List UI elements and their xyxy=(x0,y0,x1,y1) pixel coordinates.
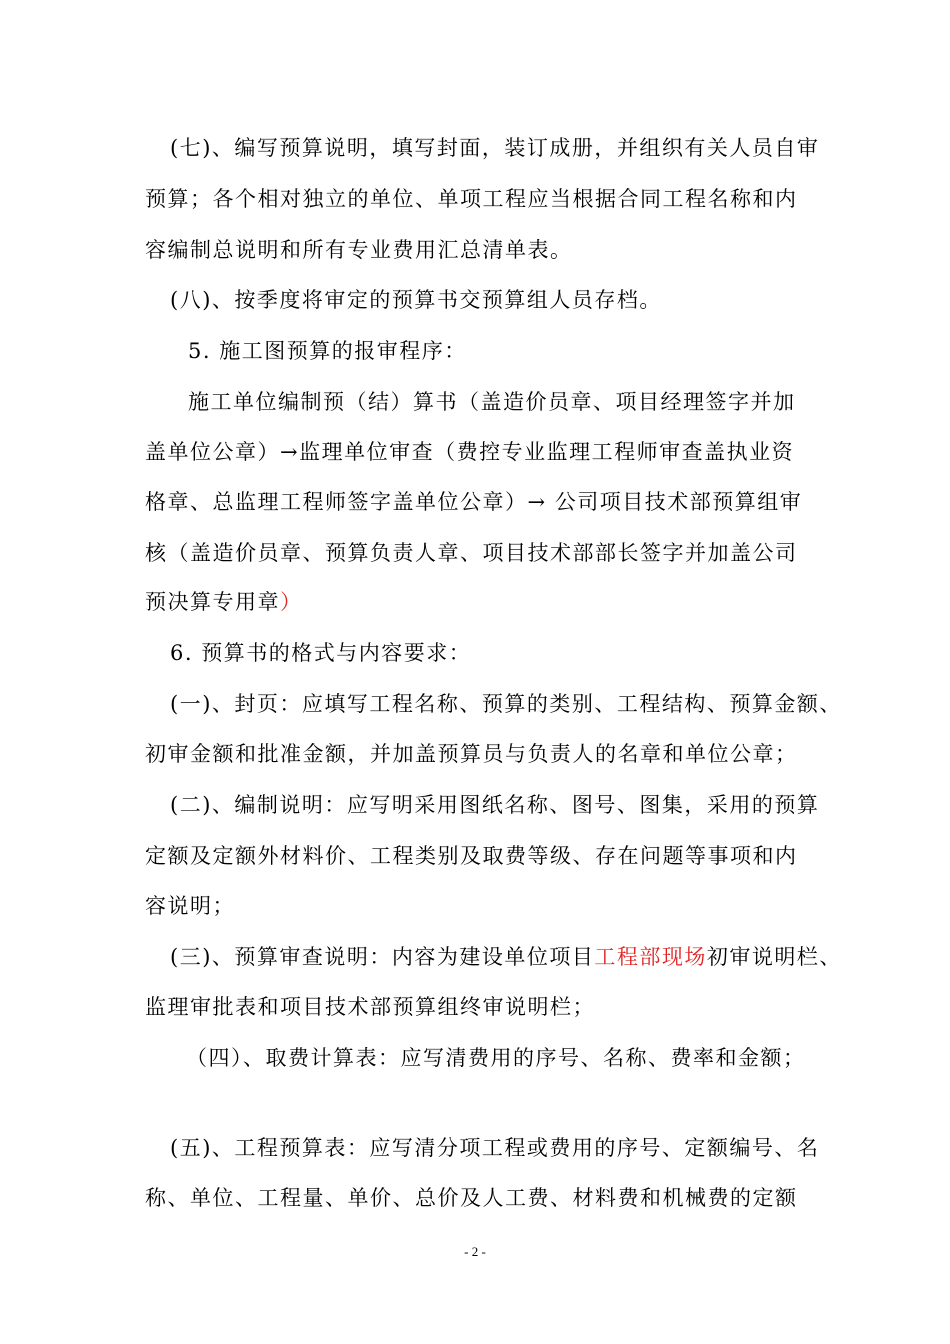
paragraph-7-line-2: 预算；各个相对独立的单位、单项工程应当根据合同工程名称和内 xyxy=(145,187,798,211)
procedure-line-5-text: 预决算专用章 xyxy=(145,590,280,614)
item-1-line-1: (一)、封页：应填写工程名称、预算的类别、工程结构、预算金额、 xyxy=(170,692,842,716)
section-heading-5: 5. 施工图预算的报审程序： xyxy=(188,339,467,363)
page-number: - 2 - xyxy=(464,1244,486,1259)
item-1-line-2: 初审金额和批准金额，并加盖预算员与负责人的名章和单位公章； xyxy=(145,742,798,766)
item-5-line-2: 称、单位、工程量、单价、总价及人工费、材料费和机械费的定额 xyxy=(145,1186,798,1210)
paragraph-8: (八)、按季度将审定的预算书交预算组人员存档。 xyxy=(170,288,662,312)
procedure-line-1: 施工单位编制预（结）算书（盖造价员章、项目经理签字并加 xyxy=(188,390,796,414)
item-2-line-1: (二)、编制说明：应写明采用图纸名称、图号、图集，采用的预算 xyxy=(170,793,820,817)
item-3-text-a: (三)、预算审查说明：内容为建设单位项目 xyxy=(170,945,595,969)
item-5-line-1: (五)、工程预算表：应写清分项工程或费用的序号、定额编号、名 xyxy=(170,1136,820,1160)
paragraph-7-line-3: 容编制总说明和所有专业费用汇总清单表。 xyxy=(145,238,573,262)
item-2-line-2: 定额及定额外材料价、工程类别及取费等级、存在问题等事项和内 xyxy=(145,844,798,868)
procedure-line-2: 盖单位公章）→监理单位审查（费控专业监理工程师审查盖执业资 xyxy=(145,440,795,464)
procedure-line-3: 格章、总监理工程师签字盖单位公章）→ 公司项目技术部预算组审 xyxy=(145,490,803,514)
item-2-line-3: 容说明； xyxy=(145,894,235,918)
procedure-line-4: 核（盖造价员章、预算负责人章、项目技术部部长签字并加盖公司 xyxy=(145,541,798,565)
paragraph-7-line-1: (七)、编写预算说明，填写封面，装订成册，并组织有关人员自审 xyxy=(170,136,820,160)
item-3-line-2: 监理审批表和项目技术部预算组终审说明栏； xyxy=(145,995,595,1019)
procedure-line-5 xyxy=(145,587,950,617)
item-3-text-c: 初审说明栏、 xyxy=(706,945,842,969)
procedure-closing-paren: ） xyxy=(280,590,303,614)
item-4: （四）、取费计算表：应写清费用的序号、名称、费率和金额； xyxy=(186,1046,806,1070)
item-3-highlight: 工程部现场 xyxy=(594,945,707,969)
item-3-line-1 xyxy=(170,942,950,972)
section-heading-6: 6. 预算书的格式与内容要求： xyxy=(170,641,472,665)
